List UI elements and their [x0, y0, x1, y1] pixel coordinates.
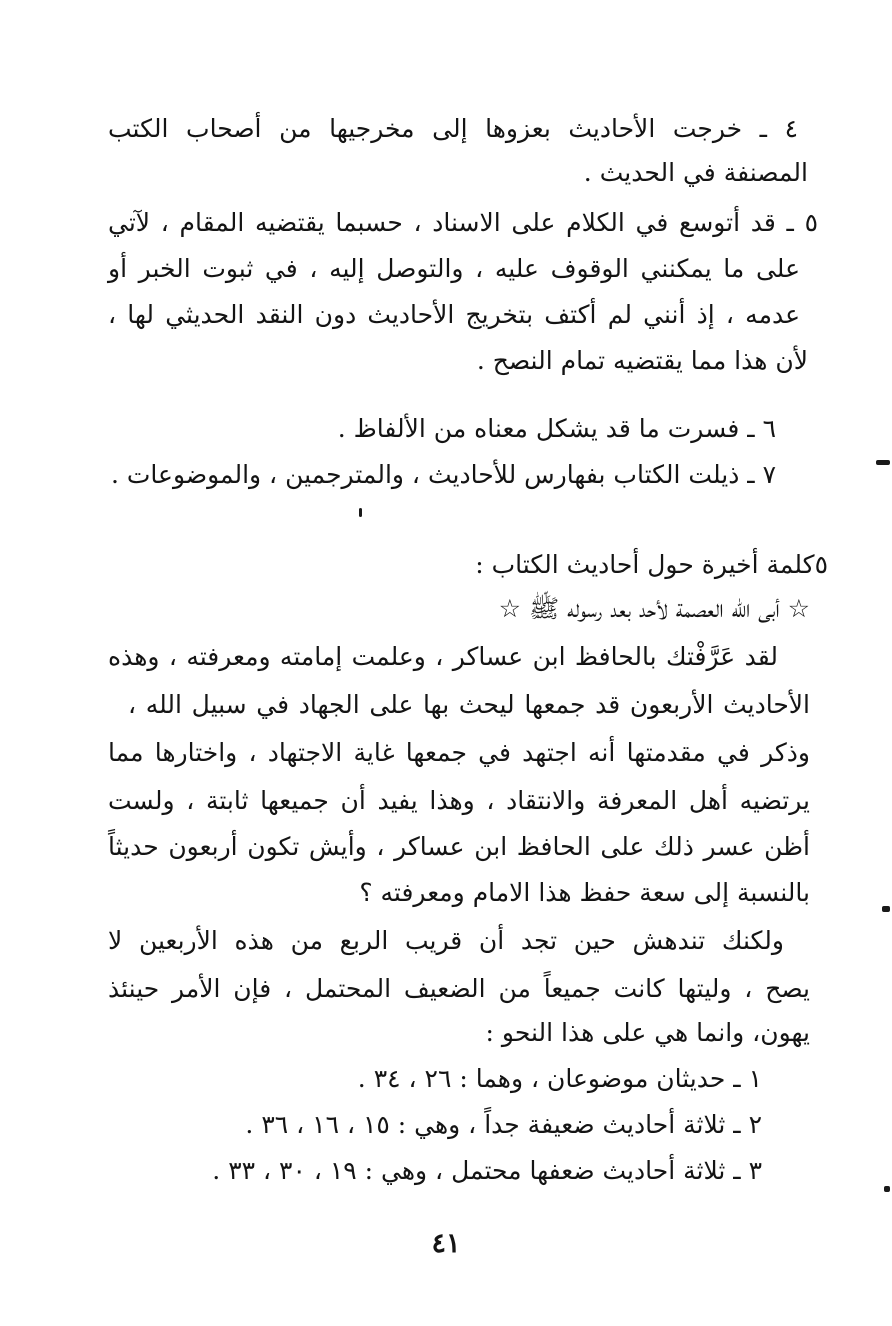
- item-6: ٦ ـ فسرت ما قد يشكل معناه من الألفاظ .: [337, 414, 776, 443]
- page-number: ٤١: [431, 1228, 461, 1259]
- list-item: ١ ـ حديثان موضوعان ، وهما : ٢٦ ، ٣٤ .: [357, 1064, 762, 1093]
- paragraph-1-line-2: الأحاديث الأربعون قد جمعها ليحث بها على الجهاد في سبيل الله ،: [128, 690, 810, 719]
- item-4-line-2: المصنفة في الحديث .: [583, 158, 808, 187]
- item-5-line-1: ٥ ـ قد أتوسع في الكلام على الاسناد ، حسبما يقتضيه المقام ، لآتي: [108, 208, 818, 237]
- scan-mark: [884, 1186, 890, 1192]
- paragraph-1-line-3: وذكر في مقدمتها أنه اجتهد في جمعها غاية الاجتهاد ، واختارها مما: [108, 738, 810, 767]
- item-7: ٧ ـ ذيلت الكتاب بفهارس للأحاديث ، والمترجمين ، والموضوعات .: [111, 460, 776, 489]
- section-heading: ٥كلمة أخيرة حول أحاديث الكتاب :: [475, 550, 828, 579]
- motto-line: ☆ أبى الله العصمة لأحد بعد رسوله ﷺ ☆: [498, 594, 810, 623]
- item-5-line-2: على ما يمكنني الوقوف عليه ، والتوصل إليه ، في ثبوت الخبر أو: [108, 254, 800, 283]
- item-5-line-4: لأن هذا مما يقتضيه تمام النصح .: [476, 346, 808, 375]
- paragraph-1-line-6: بالنسبة إلى سعة حفظ هذا الامام ومعرفته ؟: [359, 878, 810, 907]
- item-4-line-1: ٤ ـ خرجت الأحاديث بعزوها إلى مخرجيها من أصحاب الكتب: [108, 114, 798, 143]
- scan-mark: [359, 508, 362, 517]
- scan-mark: [876, 460, 890, 465]
- paragraph-2-line-1: ولكنك تندهش حين تجد أن قريب الربع من هذه الأربعين لا: [108, 926, 784, 955]
- paragraph-1-line-5: أظن عسر ذلك على الحافظ ابن عساكر ، وأيش تكون أربعون حديثاً: [108, 832, 810, 861]
- list-item: ٢ ـ ثلاثة أحاديث ضعيفة جداً ، وهي : ١٥ ، ١٦ ، ٣٦ .: [245, 1110, 762, 1139]
- paragraph-1-line-1: لقد عَرَّفْتك بالحافظ ابن عساكر ، وعلمت إمامته ومعرفته ، وهذه: [108, 642, 778, 671]
- item-5-line-3: عدمه ، إذ أنني لم أكتف بتخريج الأحاديث دون النقد الحديثي لها ،: [108, 300, 800, 329]
- paragraph-2-line-2: يصح ، وليتها كانت جميعاً من الضعيف المحتمل ، فإن الأمر حينئذ: [108, 974, 810, 1003]
- scan-mark: [882, 906, 890, 912]
- paragraph-1-line-4: يرتضيه أهل المعرفة والانتقاد ، وهذا يفيد أن جميعها ثابتة ، ولست: [108, 786, 810, 815]
- paragraph-2-line-3: يهون، وانما هي على هذا النحو :: [485, 1018, 810, 1047]
- list-item: ٣ ـ ثلاثة أحاديث ضعفها محتمل ، وهي : ١٩ ، ٣٠ ، ٣٣ .: [212, 1156, 762, 1185]
